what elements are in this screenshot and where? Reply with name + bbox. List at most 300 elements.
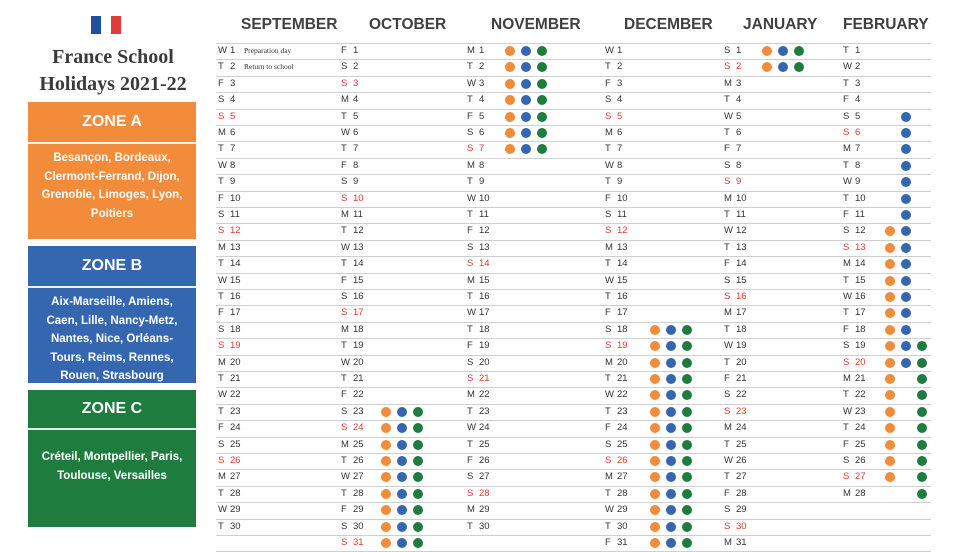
day-cell	[843, 371, 867, 387]
day-cell	[843, 273, 867, 289]
row-divider	[216, 535, 931, 536]
flag-white	[101, 16, 111, 34]
weekday-letter: T	[467, 521, 473, 532]
zone-b-holiday-dot	[521, 46, 531, 56]
zone-b-holiday-dot	[901, 292, 911, 302]
weekday-letter: W	[341, 357, 350, 368]
weekday-letter: S	[341, 406, 348, 417]
zone-b-holiday-dot	[901, 194, 911, 204]
day-number: 18	[855, 324, 866, 335]
weekday-letter: W	[724, 111, 733, 122]
day-number: 2	[230, 61, 236, 72]
day-number: 23	[479, 406, 490, 417]
day-cell	[218, 338, 242, 354]
weekday-letter: F	[843, 94, 849, 105]
row-divider	[216, 453, 931, 454]
day-number: 11	[353, 209, 363, 220]
row-divider	[216, 338, 931, 339]
zone-a-holiday-dot	[505, 112, 515, 122]
day-cell	[467, 273, 491, 289]
weekday-letter: W	[724, 225, 733, 236]
day-number: 15	[230, 275, 241, 286]
weekday-letter: F	[605, 78, 611, 89]
day-cell	[605, 387, 629, 403]
day-number: 17	[479, 307, 490, 318]
day-cell	[605, 338, 629, 354]
zone-a-holiday-dot	[650, 505, 660, 515]
weekday-letter: T	[341, 143, 347, 154]
day-number: 17	[736, 307, 747, 318]
day-cell	[218, 453, 242, 469]
day-number: 7	[736, 143, 742, 154]
day-number: 20	[479, 357, 490, 368]
row-divider	[216, 322, 931, 323]
day-number: 31	[353, 537, 364, 548]
day-cell	[467, 453, 491, 469]
row-divider	[216, 469, 931, 470]
day-cell	[605, 223, 629, 239]
day-number: 8	[855, 160, 861, 171]
weekday-letter: T	[605, 61, 611, 72]
weekday-letter: W	[467, 193, 476, 204]
zone-a-holiday-dot	[650, 522, 660, 532]
day-number: 15	[736, 275, 747, 286]
day-cell	[218, 158, 242, 174]
weekday-letter: S	[218, 340, 225, 351]
day-number: 5	[855, 111, 861, 122]
day-cell	[218, 256, 242, 272]
row-divider	[216, 141, 931, 142]
day-cell	[341, 174, 365, 190]
zone-a-holiday-dot	[885, 358, 895, 368]
day-number: 10	[353, 193, 364, 204]
day-number: 10	[855, 193, 866, 204]
day-number: 4	[353, 94, 359, 105]
weekday-letter: M	[843, 488, 851, 499]
zone-c-heading: ZONE C	[28, 390, 196, 430]
day-number: 8	[736, 160, 742, 171]
day-cell	[467, 404, 491, 420]
day-cell	[467, 43, 491, 59]
weekday-letter: F	[467, 111, 473, 122]
weekday-letter: F	[605, 537, 611, 548]
day-number: 27	[736, 471, 747, 482]
day-cell	[724, 76, 748, 92]
day-cell	[724, 191, 748, 207]
zone-a-holiday-dot	[381, 456, 391, 466]
day-cell	[218, 502, 242, 518]
weekday-letter: S	[341, 291, 348, 302]
zone-c-holiday-dot	[794, 62, 804, 72]
day-cell	[605, 76, 629, 92]
zone-c-holiday-dot	[682, 341, 692, 351]
zone-b-holiday-dot	[666, 423, 676, 433]
day-number: 26	[855, 455, 866, 466]
day-cell	[341, 43, 365, 59]
zone-b-holiday-dot	[901, 243, 911, 253]
day-number: 8	[230, 160, 236, 171]
weekday-letter: M	[341, 209, 349, 220]
day-number: 27	[230, 471, 241, 482]
row-divider	[216, 207, 931, 208]
day-number: 14	[353, 258, 364, 269]
weekday-letter: T	[467, 209, 473, 220]
day-cell	[467, 371, 491, 387]
day-cell	[724, 322, 748, 338]
day-cell	[605, 437, 629, 453]
day-number: 6	[479, 127, 485, 138]
zone-c-holiday-dot	[682, 358, 692, 368]
day-number: 8	[479, 160, 485, 171]
day-number: 22	[855, 389, 866, 400]
day-number: 17	[855, 307, 866, 318]
zone-a-holiday-dot	[381, 489, 391, 499]
day-number: 6	[230, 127, 236, 138]
day-cell	[341, 223, 365, 239]
weekday-letter: S	[724, 61, 731, 72]
weekday-letter: M	[843, 373, 851, 384]
weekday-letter: S	[467, 471, 474, 482]
zone-c-holiday-dot	[682, 407, 692, 417]
zone-b-holiday-dot	[521, 62, 531, 72]
day-cell	[467, 125, 491, 141]
day-cell	[341, 207, 365, 223]
day-cell	[341, 158, 365, 174]
day-cell	[843, 92, 867, 108]
zone-c-holiday-dot	[682, 423, 692, 433]
zone-c-holiday-dot	[917, 440, 927, 450]
weekday-letter: T	[341, 225, 347, 236]
day-number: 26	[617, 455, 628, 466]
weekday-letter: M	[605, 127, 613, 138]
day-cell	[843, 420, 867, 436]
weekday-letter: F	[467, 455, 473, 466]
zone-a-holiday-dot	[885, 440, 895, 450]
month-header-september: SEPTEMBER	[241, 16, 338, 33]
day-number: 22	[353, 389, 364, 400]
weekday-letter: M	[467, 389, 475, 400]
weekday-letter: T	[467, 439, 473, 450]
day-number: 31	[617, 537, 628, 548]
day-cell	[724, 141, 748, 157]
zone-c-holiday-dot	[917, 456, 927, 466]
weekday-letter: W	[605, 504, 614, 515]
weekday-letter: W	[341, 471, 350, 482]
day-number: 31	[736, 537, 747, 548]
day-number: 10	[617, 193, 628, 204]
day-number: 20	[855, 357, 866, 368]
day-number: 19	[855, 340, 866, 351]
day-cell	[467, 109, 491, 125]
day-number: 5	[617, 111, 623, 122]
day-cell	[724, 453, 748, 469]
day-number: 30	[353, 521, 364, 532]
weekday-letter: W	[218, 389, 227, 400]
day-number: 18	[479, 324, 490, 335]
day-cell	[467, 420, 491, 436]
day-number: 18	[617, 324, 628, 335]
zone-c-holiday-dot	[682, 325, 692, 335]
day-cell	[467, 322, 491, 338]
day-cell	[724, 486, 748, 502]
weekday-letter: F	[218, 193, 224, 204]
zone-a-holiday-dot	[505, 46, 515, 56]
weekday-letter: T	[724, 209, 730, 220]
day-cell	[724, 355, 748, 371]
zone-b-holiday-dot	[521, 95, 531, 105]
zone-b-heading: ZONE B	[28, 246, 196, 288]
weekday-letter: S	[341, 537, 348, 548]
weekday-letter: M	[467, 275, 475, 286]
day-number: 2	[353, 61, 359, 72]
zone-b-holiday-dot	[521, 79, 531, 89]
day-number: 29	[617, 504, 628, 515]
day-number: 16	[617, 291, 628, 302]
weekday-letter: M	[605, 471, 613, 482]
zone-a-holiday-dot	[650, 423, 660, 433]
flag-red	[111, 16, 121, 34]
weekday-letter: F	[341, 45, 347, 56]
day-cell	[724, 387, 748, 403]
zone-c-holiday-dot	[413, 456, 423, 466]
day-cell	[341, 486, 365, 502]
day-number: 15	[479, 275, 490, 286]
day-number: 9	[230, 176, 236, 187]
day-number: 11	[230, 209, 240, 220]
zone-c-holiday-dot	[413, 522, 423, 532]
weekday-letter: M	[467, 504, 475, 515]
weekday-letter: S	[724, 45, 731, 56]
day-cell	[218, 141, 242, 157]
day-cell	[218, 92, 242, 108]
day-cell	[724, 125, 748, 141]
weekday-letter: S	[605, 324, 612, 335]
day-number: 12	[230, 225, 241, 236]
day-note: Return to school	[244, 62, 294, 71]
day-number: 2	[855, 61, 861, 72]
day-cell	[843, 141, 867, 157]
zone-c-holiday-dot	[537, 62, 547, 72]
zone-a-holiday-dot	[885, 456, 895, 466]
day-number: 16	[230, 291, 241, 302]
zone-c-holiday-dot	[537, 144, 547, 154]
weekday-letter: M	[218, 242, 226, 253]
weekday-letter: T	[843, 78, 849, 89]
day-number: 16	[855, 291, 866, 302]
day-number: 6	[353, 127, 359, 138]
day-number: 24	[353, 422, 364, 433]
weekday-letter: T	[218, 406, 224, 417]
day-cell	[467, 305, 491, 321]
day-number: 23	[353, 406, 364, 417]
row-divider	[216, 43, 931, 44]
day-number: 7	[353, 143, 359, 154]
zone-a-holiday-dot	[650, 407, 660, 417]
day-cell	[467, 437, 491, 453]
day-number: 4	[230, 94, 236, 105]
day-cell	[605, 519, 629, 535]
day-cell	[843, 191, 867, 207]
weekday-letter: W	[341, 242, 350, 253]
row-divider	[216, 437, 931, 438]
day-cell	[724, 371, 748, 387]
zone-c-holiday-dot	[682, 505, 692, 515]
day-number: 30	[479, 521, 490, 532]
weekday-letter: M	[724, 537, 732, 548]
weekday-letter: M	[341, 324, 349, 335]
weekday-letter: T	[341, 488, 347, 499]
weekday-letter: S	[843, 471, 850, 482]
day-cell	[341, 125, 365, 141]
day-number: 26	[479, 455, 490, 466]
day-cell	[218, 43, 291, 59]
zone-b-holiday-dot	[666, 341, 676, 351]
day-cell	[467, 223, 491, 239]
day-number: 1	[479, 45, 485, 56]
weekday-letter: W	[218, 45, 227, 56]
weekday-letter: W	[605, 160, 614, 171]
day-number: 21	[617, 373, 628, 384]
weekday-letter: T	[724, 439, 730, 450]
day-cell	[724, 404, 748, 420]
row-divider	[216, 371, 931, 372]
day-number: 9	[617, 176, 623, 187]
day-cell	[218, 305, 242, 321]
row-divider	[216, 92, 931, 93]
zone-a-holiday-dot	[885, 374, 895, 384]
weekday-letter: F	[605, 193, 611, 204]
weekday-letter: S	[605, 340, 612, 351]
day-cell	[467, 59, 491, 75]
weekday-letter: S	[341, 176, 348, 187]
day-number: 13	[230, 242, 241, 253]
zone-b-holiday-dot	[397, 505, 407, 515]
zone-b-holiday-dot	[666, 456, 676, 466]
day-cell	[843, 305, 867, 321]
weekday-letter: M	[605, 242, 613, 253]
day-cell	[843, 223, 867, 239]
day-number: 1	[230, 45, 236, 56]
day-number: 12	[855, 225, 866, 236]
weekday-letter: S	[341, 521, 348, 532]
day-cell	[341, 289, 365, 305]
weekday-letter: S	[724, 504, 731, 515]
zone-a-holiday-dot	[885, 341, 895, 351]
day-cell	[724, 43, 748, 59]
day-number: 25	[479, 439, 490, 450]
day-cell	[605, 43, 629, 59]
day-cell	[724, 207, 748, 223]
day-cell	[341, 191, 365, 207]
weekday-letter: S	[467, 127, 474, 138]
zone-c-holiday-dot	[413, 489, 423, 499]
zone-a-holiday-dot	[650, 456, 660, 466]
zone-b-holiday-dot	[901, 341, 911, 351]
day-number: 7	[479, 143, 485, 154]
zone-b-holiday-dot	[666, 358, 676, 368]
day-cell	[843, 289, 867, 305]
zone-b-holiday-dot	[901, 276, 911, 286]
day-number: 22	[736, 389, 747, 400]
zone-c-holiday-dot	[537, 46, 547, 56]
row-divider	[216, 76, 931, 77]
zone-a-heading: ZONE A	[28, 102, 196, 144]
weekday-letter: T	[605, 176, 611, 187]
day-cell	[341, 404, 365, 420]
day-cell	[341, 59, 365, 75]
zone-a-holiday-dot	[885, 308, 895, 318]
day-cell	[218, 355, 242, 371]
zone-c-holiday-dot	[682, 489, 692, 499]
weekday-letter: T	[605, 291, 611, 302]
weekday-letter: S	[218, 225, 225, 236]
day-cell	[724, 437, 748, 453]
day-number: 15	[855, 275, 866, 286]
title-line-2: Holidays 2021-22	[39, 73, 187, 95]
zone-b-holiday-dot	[901, 358, 911, 368]
day-number: 28	[736, 488, 747, 499]
day-number: 28	[617, 488, 628, 499]
weekday-letter: S	[467, 242, 474, 253]
day-cell	[843, 322, 867, 338]
weekday-letter: S	[218, 455, 225, 466]
day-cell	[218, 420, 242, 436]
weekday-letter: T	[843, 160, 849, 171]
zone-c-holiday-dot	[537, 112, 547, 122]
day-number: 25	[353, 439, 364, 450]
zone-b-holiday-dot	[901, 308, 911, 318]
day-cell	[605, 469, 629, 485]
zone-a-holiday-dot	[650, 325, 660, 335]
day-cell	[724, 158, 748, 174]
zone-a-holiday-dot	[762, 62, 772, 72]
page-title	[22, 44, 204, 98]
weekday-letter: T	[724, 357, 730, 368]
zone-a-holiday-dot	[885, 423, 895, 433]
zone-a-holiday-dot	[381, 522, 391, 532]
day-cell	[218, 207, 242, 223]
weekday-letter: S	[467, 258, 474, 269]
day-cell	[467, 338, 491, 354]
day-cell	[341, 469, 365, 485]
weekday-letter: T	[218, 143, 224, 154]
row-divider	[216, 240, 931, 241]
weekday-letter: T	[467, 406, 473, 417]
day-cell	[724, 338, 748, 354]
zone-b-holiday-dot	[521, 128, 531, 138]
day-number: 8	[617, 160, 623, 171]
day-number: 21	[479, 373, 490, 384]
weekday-letter: W	[843, 61, 852, 72]
zone-b-holiday-dot	[397, 489, 407, 499]
day-cell	[218, 125, 242, 141]
day-cell	[605, 420, 629, 436]
day-number: 18	[353, 324, 364, 335]
day-number: 18	[736, 324, 747, 335]
weekday-letter: T	[218, 258, 224, 269]
day-number: 4	[855, 94, 861, 105]
weekday-letter: F	[843, 439, 849, 450]
weekday-letter: S	[218, 324, 225, 335]
day-number: 3	[353, 78, 359, 89]
day-cell	[341, 502, 365, 518]
day-number: 26	[736, 455, 747, 466]
zone-c-holiday-dot	[682, 456, 692, 466]
day-cell	[605, 305, 629, 321]
day-cell	[843, 240, 867, 256]
zone-c-holiday-dot	[917, 390, 927, 400]
row-divider	[216, 404, 931, 405]
